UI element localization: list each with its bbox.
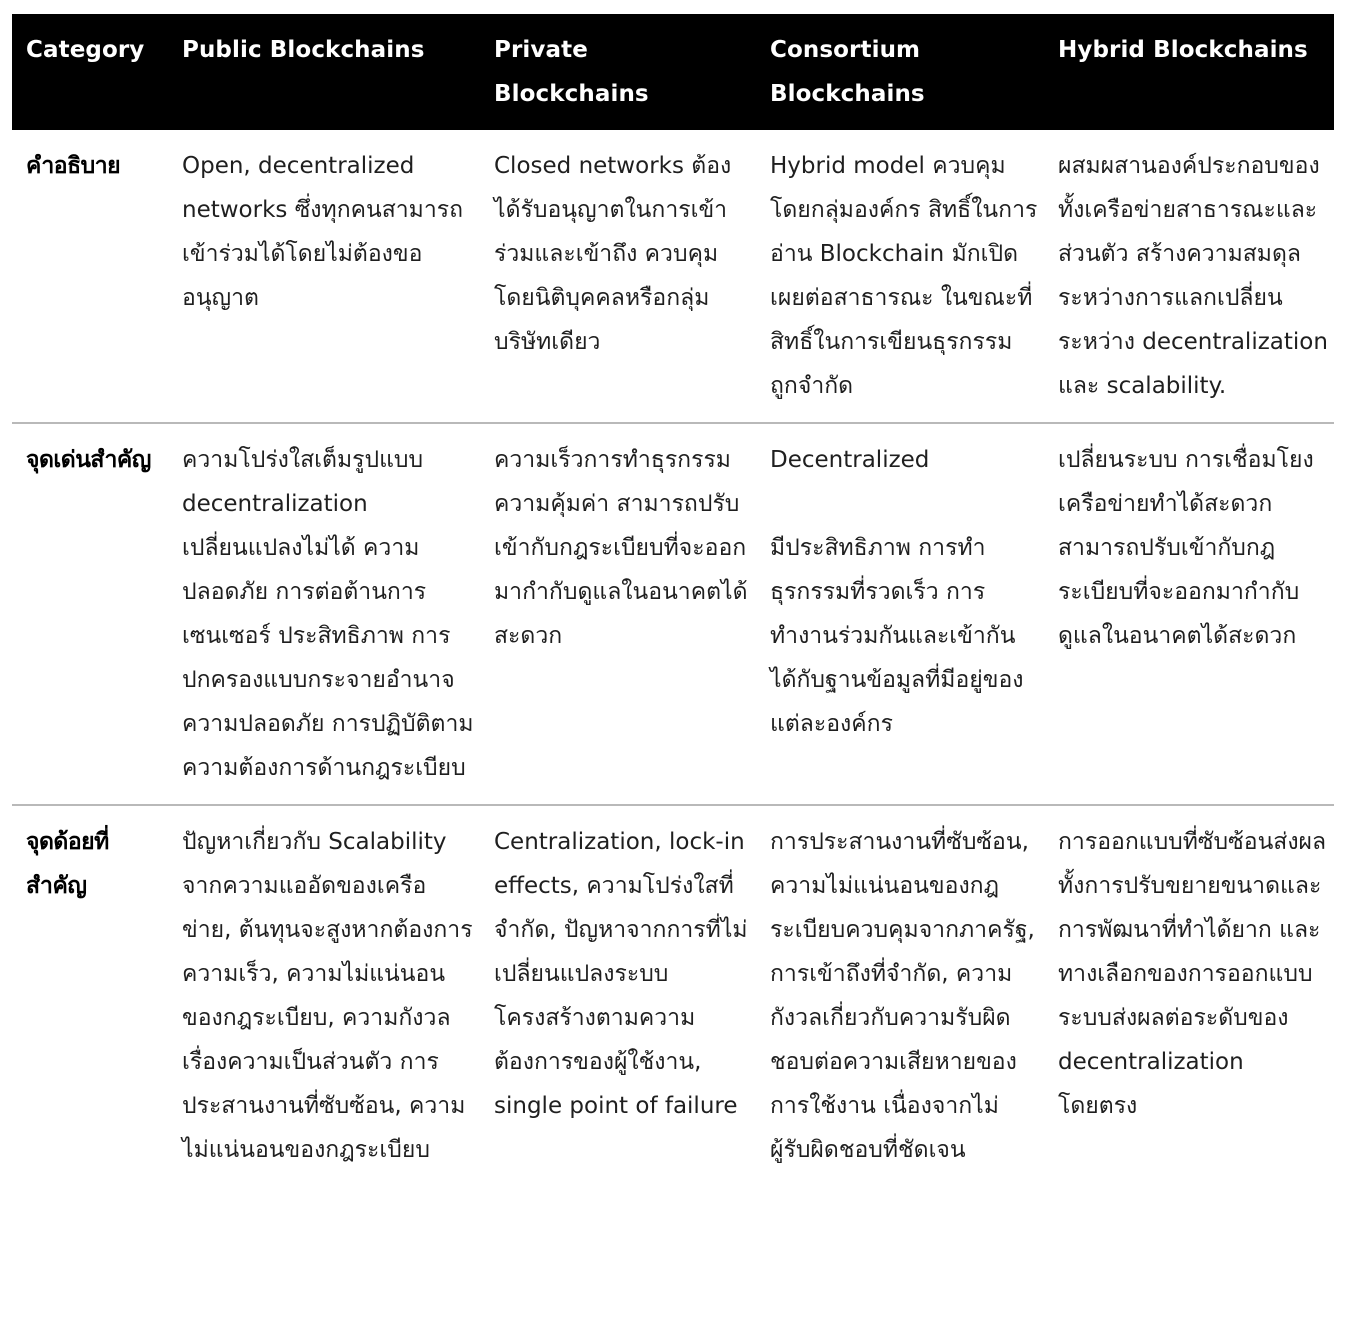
header-hybrid-blockchains: Hybrid Blockchains [1058,37,1308,63]
row-label-weaknesses: จุดด้อยที่สำคัญ [12,805,168,1186]
cell-private-description: Closed networks ต้องได้รับอนุญาตในการเข้าร่วมและเข้าถึง ควบคุมโดยนิติบุคคลหรือกลุ่มบริษัทเดียว [494,153,732,355]
consortium-strength-detail: มีประสิทธิภาพ การทำธุรกรรมที่รวดเร็ว การทำงานร่วมกันและเข้ากันได้กับฐานข้อมูลที่มีอยู่ของแต่ละองค์กร [770,535,1024,737]
cell-hybrid-strengths: เปลี่ยนระบบ การเชื่อมโยงเครือข่ายทำได้สะดวก สามารถปรับเข้ากับกฎระเบียบที่จะออกมากำกับดูแลในอนาคตได้สะดวก [1044,423,1334,805]
blockchain-comparison-table [12,14,1334,1186]
table-row-strengths [12,423,1334,805]
table-body [12,130,1334,1186]
cell-private-strengths: ความเร็วการทำธุรกรรม ความคุ้มค่า สามารถปรับเข้ากับกฎระเบียบที่จะออกมากำกับดูแลในอนาคตได้สะดวก [480,423,756,805]
cell-public-weaknesses: ปัญหาเกี่ยวกับ Scalability จากความแออัดของเครือข่าย, ต้นทุนจะสูงหากต้องการความเร็ว, ความไม่แน่นอนของกฎระเบียบ, ความกังวลเรื่องความเป็นส่วนตัว การประสานงานที่ซับซ้อน, ความไม่แน่นอนของกฎระเบียบ [168,805,480,1186]
header-public-blockchains: Public Blockchains [182,37,425,63]
cell-hybrid-weaknesses: การออกแบบที่ซับซ้อนส่งผลทั้งการปรับขยายขนาดและการพัฒนาที่ทำได้ยาก และทางเลือกของการออกแบบระบบส่งผลต่อระดับของ decentralization โดยตรง [1044,805,1334,1186]
header-row [12,14,1334,130]
row-label-description: คำอธิบาย [26,153,121,179]
cell-hybrid-description: ผสมผสานองค์ประกอบของทั้งเครือข่ายสาธารณะและส่วนตัว สร้างความสมดุลระหว่างการแลกเปลี่ยนระหว่าง decentralization และ scalability. [1058,153,1328,399]
cell-public-strengths: ความโปร่งใสเต็มรูปแบบ decentralization เปลี่ยนแปลงไม่ได้ ความปลอดภัย การต่อต้านการเซนเซอร์ ประสิทธิภาพ การปกครองแบบกระจายอำนาจ ความปลอดภัย การปฏิบัติตาม ความต้องการด้านกฎระเบียบ [168,423,480,805]
table-row-weaknesses [12,805,1334,1186]
comparison-table-container [12,14,1334,1186]
consortium-strength-heading: Decentralized [770,447,930,473]
spacer [770,482,1038,526]
table-header [12,14,1334,130]
cell-consortium-weaknesses: การประสานงานที่ซับซ้อน, ความไม่แน่นอนของกฎระเบียบควบคุมจากภาครัฐ, การเข้าถึงที่จำกัด, ความกังวลเกี่ยวกับความรับผิดชอบต่อความเสียหายของการใช้งาน เนื่องจากไม่ผู้รับผิดชอบที่ชัดเจน [756,805,1044,1186]
table-row-description [12,130,1334,423]
header-private-blockchains: Private Blockchains [494,37,649,107]
cell-private-weaknesses: Centralization, lock-in effects, ความโปร่งใสที่จำกัด, ปัญหาจากการที่ไม่เปลี่ยนแปลงระบบโครงสร้างตามความต้องการของผู้ใช้งาน, single point of failure [480,805,756,1186]
row-label-strengths: จุดเด่นสำคัญ [12,423,168,805]
header-category: Category [26,37,145,63]
cell-consortium-strengths [756,423,1044,805]
cell-consortium-description: Hybrid model ควบคุมโดยกลุ่มองค์กร สิทธิ์ในการอ่าน Blockchain มักเปิดเผยต่อสาธารณะ ในขณะที่สิทธิ์ในการเขียนธุรกรรมถูกจำกัด [770,153,1038,399]
cell-public-description: Open, decentralized networks ซึ่งทุกคนสามารถเข้าร่วมได้โดยไม่ต้องขออนุญาต [182,153,464,311]
header-consortium-blockchains: Consortium Blockchains [770,37,925,107]
